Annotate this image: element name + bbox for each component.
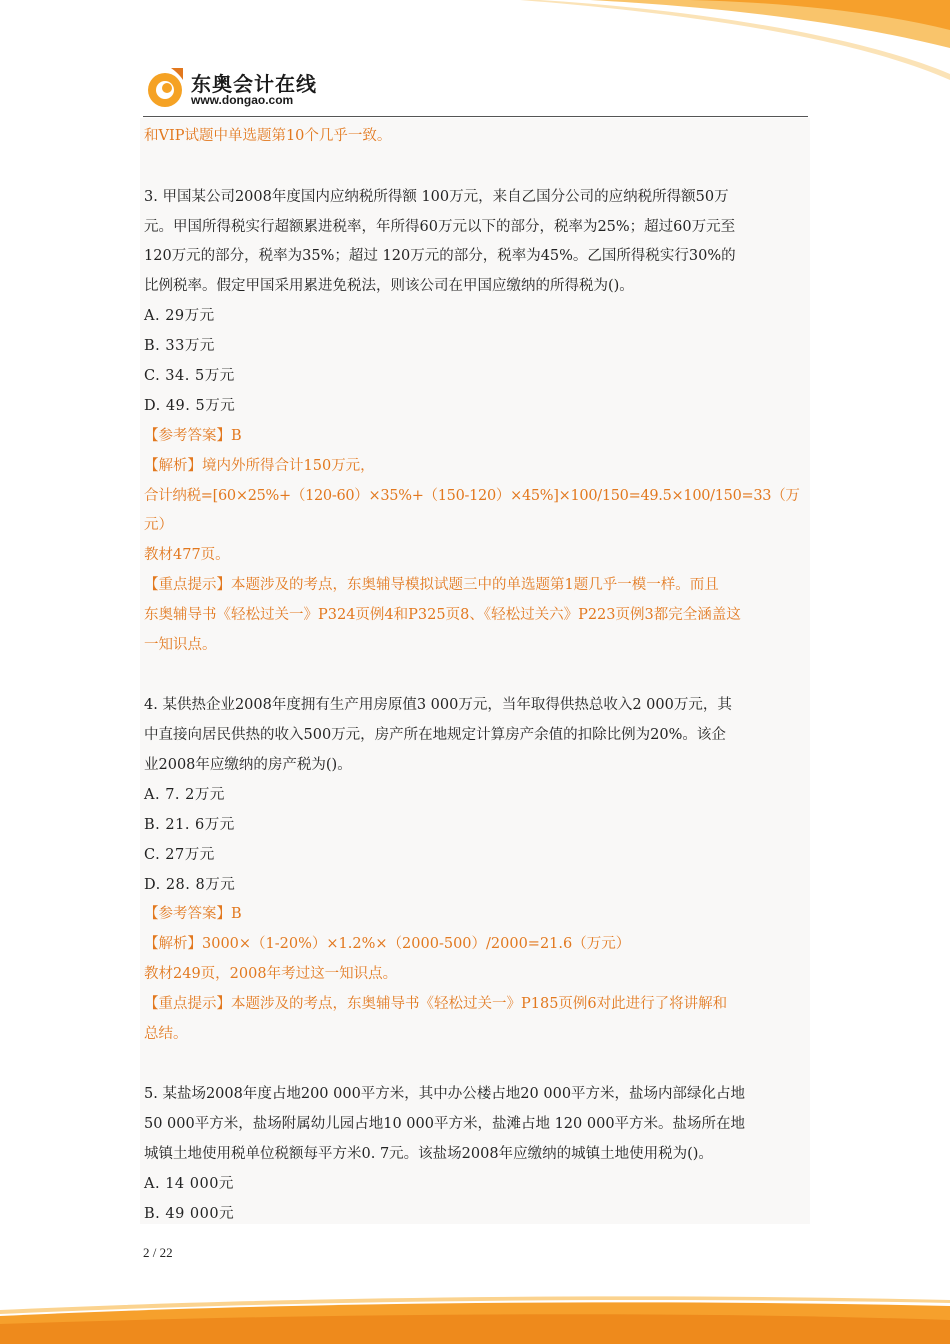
option-c: C. 34. 5万元 xyxy=(144,368,235,384)
reference-answer: 【参考答案】B xyxy=(144,906,242,922)
question-3-line: 比例税率。假定甲国采用累进免税法，则该公司在甲国应缴纳的所得税为()。 xyxy=(144,278,634,294)
option-b: B. 33万元 xyxy=(144,338,215,354)
question-3-line: 3. 甲国某公司2008年度国内应纳税所得额 100万元，来自乙国分公司的应纳税所得额50万 xyxy=(144,189,729,205)
logo-url: www.dongao.com xyxy=(191,93,294,107)
option-d: D. 49. 5万元 xyxy=(144,398,236,414)
question-5-line: 城镇土地使用税单位税额每平方米0. 7元。该盐场2008年应缴纳的城镇土地使用税为()。 xyxy=(144,1146,713,1162)
analysis-line: 元） xyxy=(144,517,173,533)
bottom-decoration xyxy=(0,1284,950,1344)
question-4-line: 业2008年应缴纳的房产税为()。 xyxy=(144,757,352,773)
textbook-ref: 教材477页。 xyxy=(144,547,230,563)
question-4-line: 4. 某供热企业2008年度拥有生产用房原值3 000万元，当年取得供热总收入2 000万元，其 xyxy=(144,697,732,713)
logo-name: 东奥会计在线 xyxy=(191,72,317,96)
question-3-line: 120万元的部分，税率为35%；超过 120万元的部分，税率为45%。乙国所得税实行30%的 xyxy=(144,248,736,264)
option-b: B. 49 000元 xyxy=(144,1206,235,1222)
question-5-line: 5. 某盐场2008年度占地200 000平方米，其中办公楼占地20 000平方米，盐场内部绿化占地 xyxy=(144,1086,746,1102)
analysis-line: 【解析】境内外所得合计150万元， xyxy=(144,458,375,474)
option-a: A. 29万元 xyxy=(144,308,215,324)
key-tip-line: 东奥辅导书《轻松过关一》P324页例4和P325页8、《轻松过关六》P223页例3都完全涵盖这 xyxy=(144,607,741,623)
top-decoration xyxy=(0,0,950,110)
option-b: B. 21. 6万元 xyxy=(144,817,235,833)
reference-answer: 【参考答案】B xyxy=(144,428,242,444)
key-tip-line: 【重点提示】本题涉及的考点，东奥辅导模拟试题三中的单选题第1题几乎一模一样。而且 xyxy=(144,577,719,593)
dongao-logo-mark-icon xyxy=(145,66,187,108)
key-tip-line: 总结。 xyxy=(144,1026,188,1042)
dongao-logo xyxy=(145,66,405,112)
key-tip-line: 【重点提示】本题涉及的考点，东奥辅导书《轻松过关一》P185页例6对此进行了将讲解和 xyxy=(144,996,728,1012)
option-a: A. 14 000元 xyxy=(144,1176,234,1192)
question-5-line: 50 000平方米，盐场附属幼儿园占地10 000平方米，盐滩占地 120 000平方米。盐场所在地 xyxy=(144,1116,746,1132)
text-line: 和VIP试题中单选题第10个几乎一致。 xyxy=(144,128,392,144)
question-3-line: 元。甲国所得税实行超额累进税率，年所得60万元以下的部分，税率为25%；超过60万元至 xyxy=(144,219,736,235)
analysis-line: 合计纳税=[60×25%+（120-60）×35%+（150-120）×45%]×100/150=49.5×100/150=33（万 xyxy=(144,488,800,504)
textbook-ref: 教材249页，2008年考过这一知识点。 xyxy=(144,966,398,982)
question-4-line: 中直接向居民供热的收入500万元，房产所在地规定计算房产余值的扣除比例为20%。该企 xyxy=(144,727,726,743)
header-rule xyxy=(143,116,808,117)
option-c: C. 27万元 xyxy=(144,847,215,863)
page-number: 2 / 22 xyxy=(143,1245,173,1260)
key-tip-line: 一知识点。 xyxy=(144,637,217,653)
analysis-line: 【解析】3000×（1-20%）×1.2%×（2000-500）/2000=21.6（万元） xyxy=(144,936,631,952)
option-a: A. 7. 2万元 xyxy=(144,787,225,803)
option-d: D. 28. 8万元 xyxy=(144,877,236,893)
